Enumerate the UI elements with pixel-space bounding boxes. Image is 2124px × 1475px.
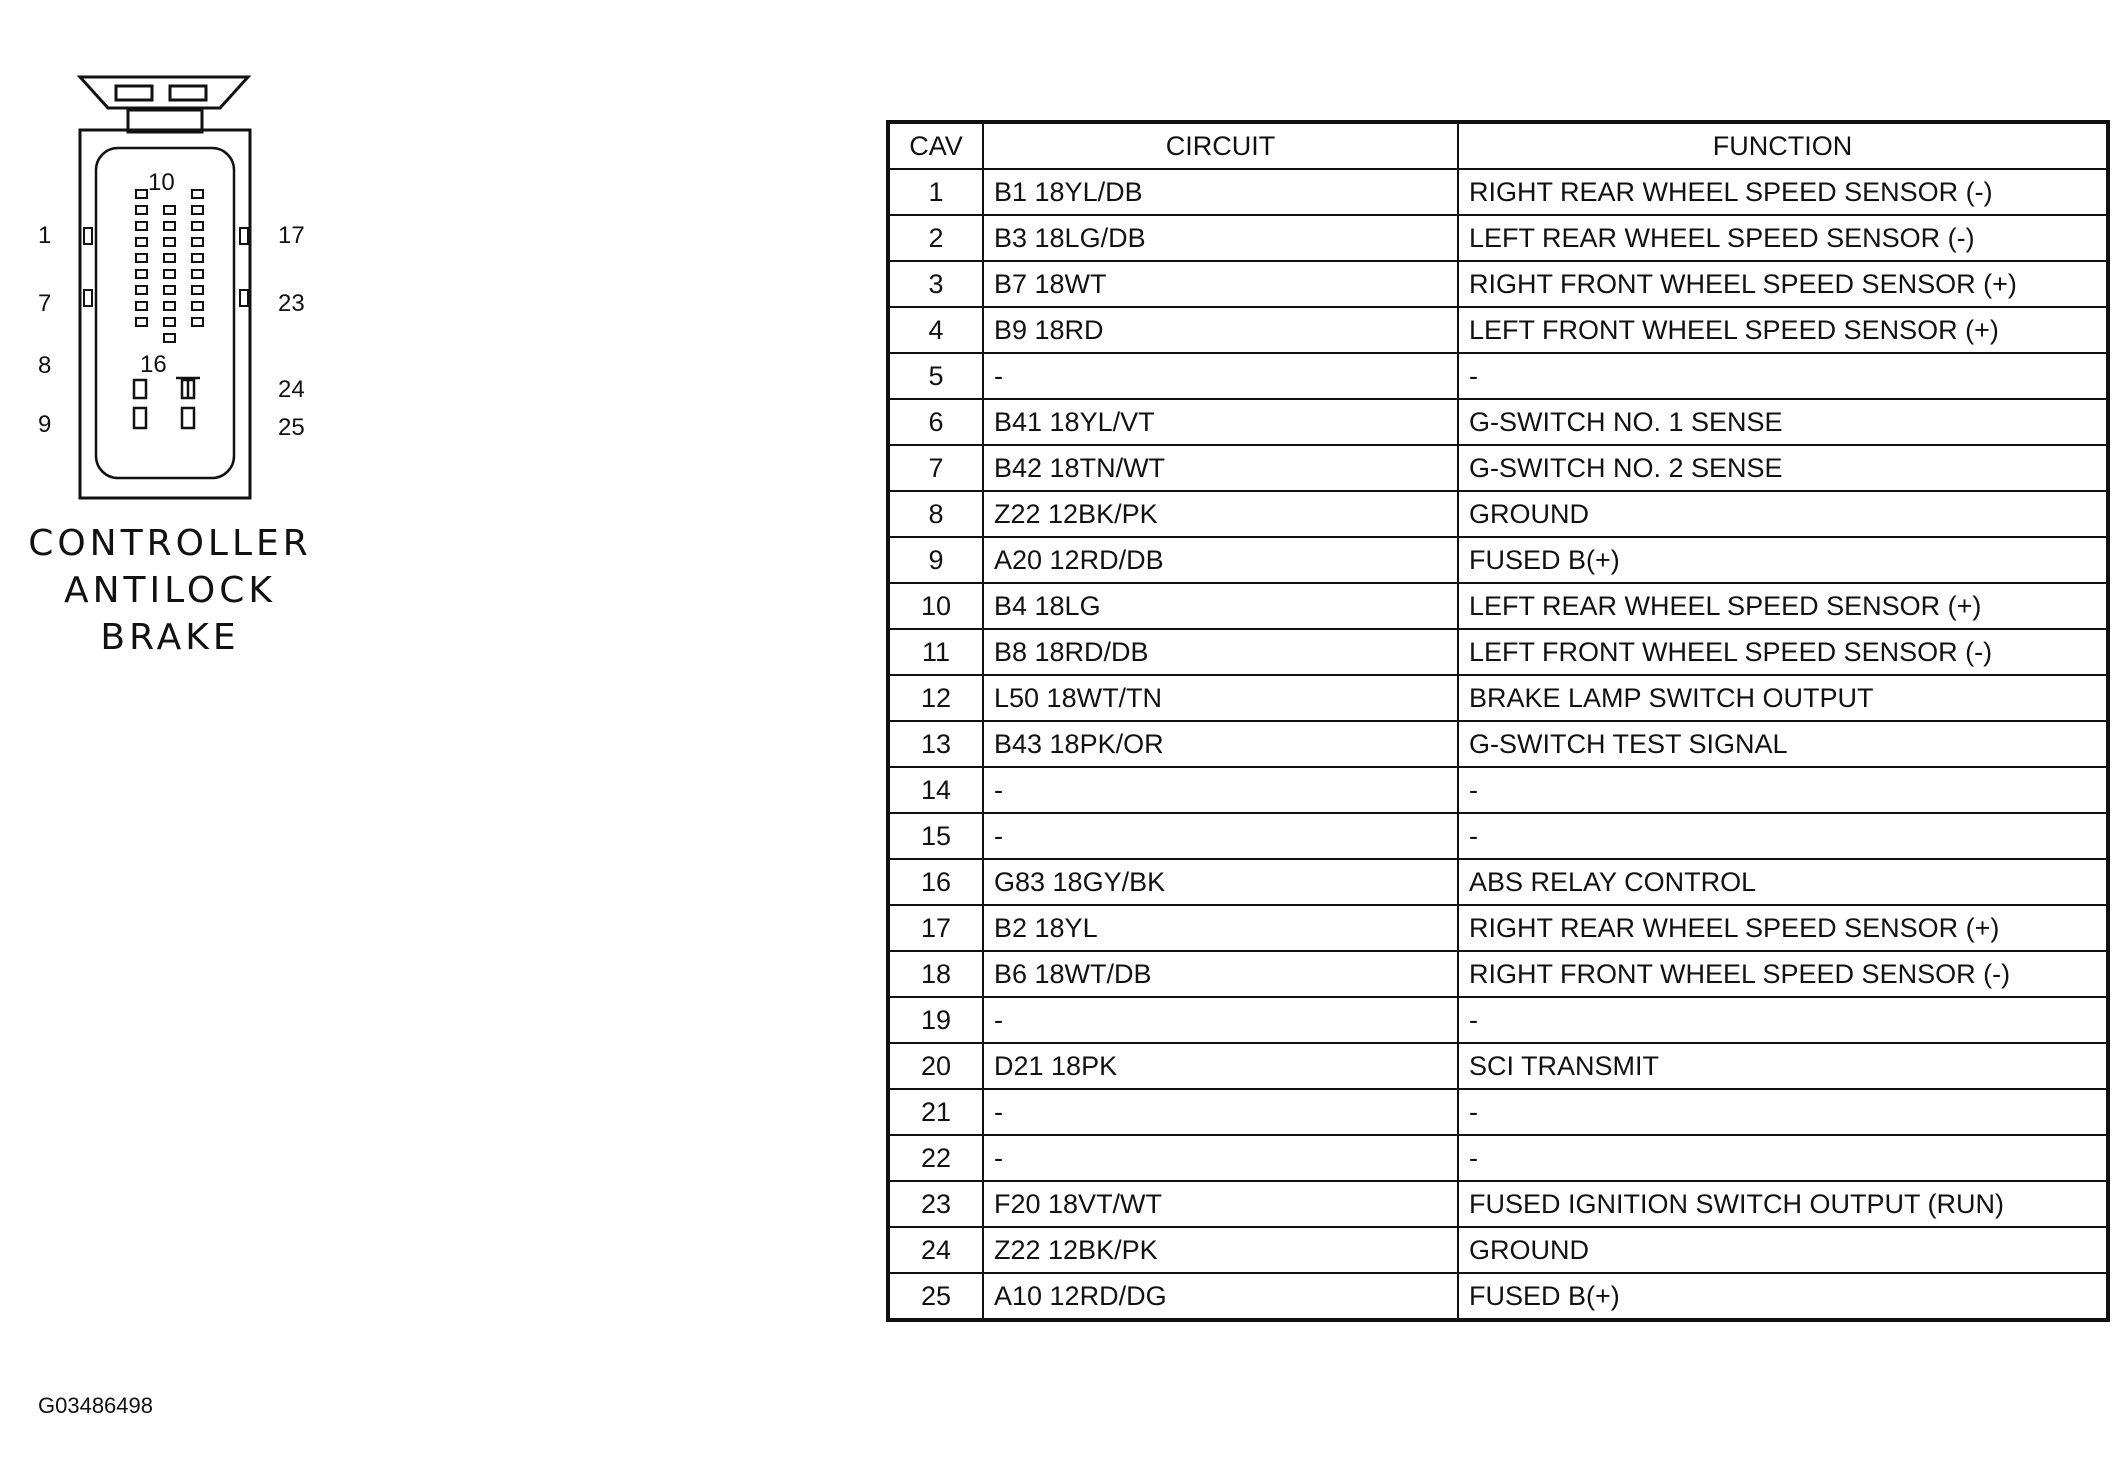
pin-label-9: 9 bbox=[38, 411, 52, 438]
cav-cell: 19 bbox=[888, 997, 983, 1043]
function-cell: FUSED B(+) bbox=[1458, 537, 2108, 583]
table-row bbox=[888, 1227, 2108, 1273]
cavity-slot bbox=[192, 206, 203, 214]
cavity-label-10: 10 bbox=[148, 169, 175, 196]
cavity-slot bbox=[136, 302, 147, 310]
function-cell: SCI TRANSMIT bbox=[1458, 1043, 2108, 1089]
pin-label-23: 23 bbox=[278, 290, 305, 317]
figure-id: G03486498 bbox=[38, 1393, 153, 1418]
cavity-slot bbox=[164, 302, 175, 310]
circuit-cell: A10 12RD/DG bbox=[983, 1273, 1458, 1320]
table-row bbox=[888, 905, 2108, 951]
circuit-cell: B41 18YL/VT bbox=[983, 399, 1458, 445]
pin-label-7: 7 bbox=[38, 290, 52, 317]
cav-cell: 2 bbox=[888, 215, 983, 261]
function-cell: G-SWITCH NO. 2 SENSE bbox=[1458, 445, 2108, 491]
circuit-cell: B43 18PK/OR bbox=[983, 721, 1458, 767]
circuit-cell: Z22 12BK/PK bbox=[983, 491, 1458, 537]
table-row bbox=[888, 399, 2108, 445]
cav-cell: 3 bbox=[888, 261, 983, 307]
cav-cell: 14 bbox=[888, 767, 983, 813]
cavity-slot bbox=[164, 286, 175, 294]
circuit-cell: B7 18WT bbox=[983, 261, 1458, 307]
cavity-slot bbox=[192, 318, 203, 326]
table-row bbox=[888, 1181, 2108, 1227]
pin-label-25: 25 bbox=[278, 414, 305, 441]
cav-cell: 18 bbox=[888, 951, 983, 997]
circuit-cell: - bbox=[983, 1135, 1458, 1181]
cav-cell: 23 bbox=[888, 1181, 983, 1227]
table-row bbox=[888, 675, 2108, 721]
table-row bbox=[888, 1043, 2108, 1089]
function-cell: GROUND bbox=[1458, 1227, 2108, 1273]
circuit-cell: B2 18YL bbox=[983, 905, 1458, 951]
table-row bbox=[888, 215, 2108, 261]
table-row bbox=[888, 491, 2108, 537]
function-cell: BRAKE LAMP SWITCH OUTPUT bbox=[1458, 675, 2108, 721]
pinout-body bbox=[888, 169, 2108, 1320]
table-row bbox=[888, 307, 2108, 353]
cavity-slot bbox=[192, 254, 203, 262]
circuit-cell: B9 18RD bbox=[983, 307, 1458, 353]
function-cell: - bbox=[1458, 997, 2108, 1043]
cav-cell: 13 bbox=[888, 721, 983, 767]
cavity-slot bbox=[164, 238, 175, 246]
circuit-cell: - bbox=[983, 997, 1458, 1043]
circuit-cell: A20 12RD/DB bbox=[983, 537, 1458, 583]
table-row bbox=[888, 353, 2108, 399]
circuit-cell: B8 18RD/DB bbox=[983, 629, 1458, 675]
circuit-cell: D21 18PK bbox=[983, 1043, 1458, 1089]
table-row bbox=[888, 1135, 2108, 1181]
cav-cell: 20 bbox=[888, 1043, 983, 1089]
cavity-slot bbox=[164, 206, 175, 214]
table-row bbox=[888, 629, 2108, 675]
table-header-row bbox=[888, 122, 2108, 169]
cavity-slot bbox=[192, 190, 203, 198]
cav-cell: 22 bbox=[888, 1135, 983, 1181]
cav-cell: 4 bbox=[888, 307, 983, 353]
function-cell: RIGHT REAR WHEEL SPEED SENSOR (+) bbox=[1458, 905, 2108, 951]
cavity-grid bbox=[136, 190, 203, 342]
function-cell: RIGHT FRONT WHEEL SPEED SENSOR (-) bbox=[1458, 951, 2108, 997]
connector-latch bbox=[80, 77, 248, 132]
function-cell: LEFT REAR WHEEL SPEED SENSOR (+) bbox=[1458, 583, 2108, 629]
function-cell: ABS RELAY CONTROL bbox=[1458, 859, 2108, 905]
cav-cell: 5 bbox=[888, 353, 983, 399]
circuit-cell: B6 18WT/DB bbox=[983, 951, 1458, 997]
function-cell: GROUND bbox=[1458, 491, 2108, 537]
cav-cell: 6 bbox=[888, 399, 983, 445]
circuit-cell: B42 18TN/WT bbox=[983, 445, 1458, 491]
cavity-slot bbox=[136, 190, 147, 198]
cav-cell: 8 bbox=[888, 491, 983, 537]
cavity-slot bbox=[136, 318, 147, 326]
function-cell: FUSED B(+) bbox=[1458, 1273, 2108, 1320]
cav-cell: 21 bbox=[888, 1089, 983, 1135]
function-cell: LEFT FRONT WHEEL SPEED SENSOR (+) bbox=[1458, 307, 2108, 353]
table-row bbox=[888, 951, 2108, 997]
table-row bbox=[888, 583, 2108, 629]
function-cell: LEFT FRONT WHEEL SPEED SENSOR (-) bbox=[1458, 629, 2108, 675]
header-circuit: CIRCUIT bbox=[983, 122, 1458, 169]
circuit-cell: Z22 12BK/PK bbox=[983, 1227, 1458, 1273]
table-row bbox=[888, 721, 2108, 767]
cavity-slot bbox=[164, 222, 175, 230]
circuit-cell: - bbox=[983, 1089, 1458, 1135]
circuit-cell: - bbox=[983, 353, 1458, 399]
cav-cell: 24 bbox=[888, 1227, 983, 1273]
table-row bbox=[888, 997, 2108, 1043]
table-row bbox=[888, 537, 2108, 583]
cavity-slot bbox=[164, 254, 175, 262]
circuit-cell: F20 18VT/WT bbox=[983, 1181, 1458, 1227]
circuit-cell: B4 18LG bbox=[983, 583, 1458, 629]
connector-name bbox=[0, 520, 340, 661]
cavity-slot bbox=[136, 254, 147, 262]
header-function: FUNCTION bbox=[1458, 122, 2108, 169]
cav-cell: 16 bbox=[888, 859, 983, 905]
table-row bbox=[888, 445, 2108, 491]
pin-label-1: 1 bbox=[38, 222, 52, 249]
table-row bbox=[888, 859, 2108, 905]
table-row bbox=[888, 813, 2108, 859]
function-cell: - bbox=[1458, 353, 2108, 399]
circuit-cell: - bbox=[983, 767, 1458, 813]
cavity-slot bbox=[164, 270, 175, 278]
function-cell: - bbox=[1458, 767, 2108, 813]
function-cell: FUSED IGNITION SWITCH OUTPUT (RUN) bbox=[1458, 1181, 2108, 1227]
cav-cell: 7 bbox=[888, 445, 983, 491]
circuit-cell: B3 18LG/DB bbox=[983, 215, 1458, 261]
cavity-slot bbox=[136, 286, 147, 294]
function-cell: RIGHT REAR WHEEL SPEED SENSOR (-) bbox=[1458, 169, 2108, 215]
function-cell: LEFT REAR WHEEL SPEED SENSOR (-) bbox=[1458, 215, 2108, 261]
pinout-table bbox=[886, 120, 2110, 1322]
function-cell: RIGHT FRONT WHEEL SPEED SENSOR (+) bbox=[1458, 261, 2108, 307]
function-cell: - bbox=[1458, 813, 2108, 859]
cavity-slot bbox=[192, 222, 203, 230]
cavity-slot bbox=[192, 286, 203, 294]
cav-cell: 9 bbox=[888, 537, 983, 583]
pin-label-24: 24 bbox=[278, 376, 305, 403]
cav-cell: 11 bbox=[888, 629, 983, 675]
cav-cell: 17 bbox=[888, 905, 983, 951]
pin-label-8: 8 bbox=[38, 352, 52, 379]
connector-name-line-3: BRAKE bbox=[100, 617, 240, 658]
circuit-cell: - bbox=[983, 813, 1458, 859]
cav-cell: 12 bbox=[888, 675, 983, 721]
large-cavities bbox=[134, 378, 200, 428]
cavity-slot bbox=[164, 318, 175, 326]
header-cav: CAV bbox=[888, 122, 983, 169]
connector-name-line-1: CONTROLLER bbox=[28, 523, 312, 564]
pin-label-17: 17 bbox=[278, 222, 305, 249]
cav-cell: 1 bbox=[888, 169, 983, 215]
table-row bbox=[888, 1089, 2108, 1135]
cavity-slot bbox=[136, 222, 147, 230]
cavity-slot bbox=[136, 206, 147, 214]
table-row bbox=[888, 767, 2108, 813]
cavity-slot bbox=[136, 270, 147, 278]
circuit-cell: B1 18YL/DB bbox=[983, 169, 1458, 215]
cavity-label-16: 16 bbox=[140, 351, 167, 378]
function-cell: - bbox=[1458, 1135, 2108, 1181]
function-cell: G-SWITCH NO. 1 SENSE bbox=[1458, 399, 2108, 445]
function-cell: G-SWITCH TEST SIGNAL bbox=[1458, 721, 2108, 767]
cavity-slot bbox=[192, 302, 203, 310]
table-row bbox=[888, 261, 2108, 307]
table-row bbox=[888, 1273, 2108, 1320]
cav-cell: 10 bbox=[888, 583, 983, 629]
circuit-cell: L50 18WT/TN bbox=[983, 675, 1458, 721]
table-row bbox=[888, 169, 2108, 215]
cavity-slot bbox=[136, 238, 147, 246]
circuit-cell: G83 18GY/BK bbox=[983, 859, 1458, 905]
connector-name-line-2: ANTILOCK bbox=[63, 570, 277, 611]
cav-cell: 25 bbox=[888, 1273, 983, 1320]
function-cell: - bbox=[1458, 1089, 2108, 1135]
cavity-slot bbox=[164, 334, 175, 342]
cavity-slot bbox=[192, 238, 203, 246]
cavity-slot bbox=[192, 270, 203, 278]
cav-cell: 15 bbox=[888, 813, 983, 859]
